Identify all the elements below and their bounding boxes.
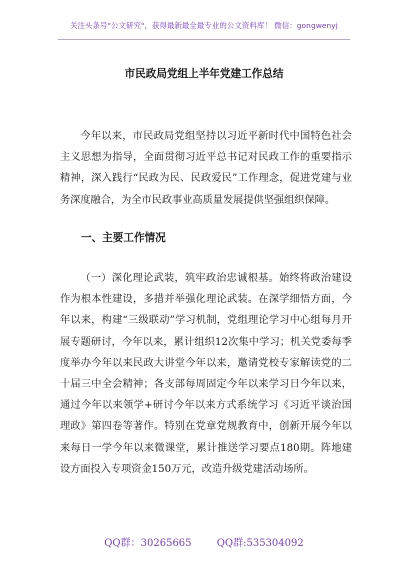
- body-paragraph: （一）深化理论武装，筑牢政治忠诚根基。始终将政治建设作为根本性建设，多措并举强化理论武装。在深学细悟方面，今年以来，构建“三级联动”学习机制，党组理论学习中心组每月开展专题研讨，今年以来，累计组织12次集中学习；机关党委每季度举办今年以来民政大讲堂今年以来，邀请党校专家解读党的二十届三中全会精神；各支部每周固定今年以来学习日今年以来，通过今年以来领学+研讨今年以来方式系统学习《习近平谈治国理政》第四卷等著作。特别在党章党规教育中，创新开展今年以来每日一学今年以来微课堂，累计推送学习要点180期。阵地建设方面投入专项资金150万元，改造升级党建活动场所。: [60, 273, 352, 475]
- section-heading: 一、主要工作情况: [81, 232, 166, 244]
- header-divider: [58, 39, 350, 40]
- intro-paragraph: 今年以来，市民政局党组坚持以习近平新时代中国特色社会主义思想为指导，全面贯彻习近平总书记对民政工作的重要指示精神，深入践行“民政为民、民政爱民”工作理念，促进党建与业务深度融合，为全市民政事业高质量发展提供坚强组织保障。: [60, 131, 352, 206]
- footer-qq-group-2: QQ群:535304092: [216, 538, 304, 549]
- header-note: 关注头条号"公文研究"，获得最新最全最专业的公文资料库！ 微信：gongwenyj: [70, 21, 338, 30]
- document-title: 市民政局党组上半年党建工作总结: [124, 68, 284, 80]
- footer-qq-group-1: QQ群：30265665: [104, 538, 192, 549]
- footer-contact: [0, 534, 408, 549]
